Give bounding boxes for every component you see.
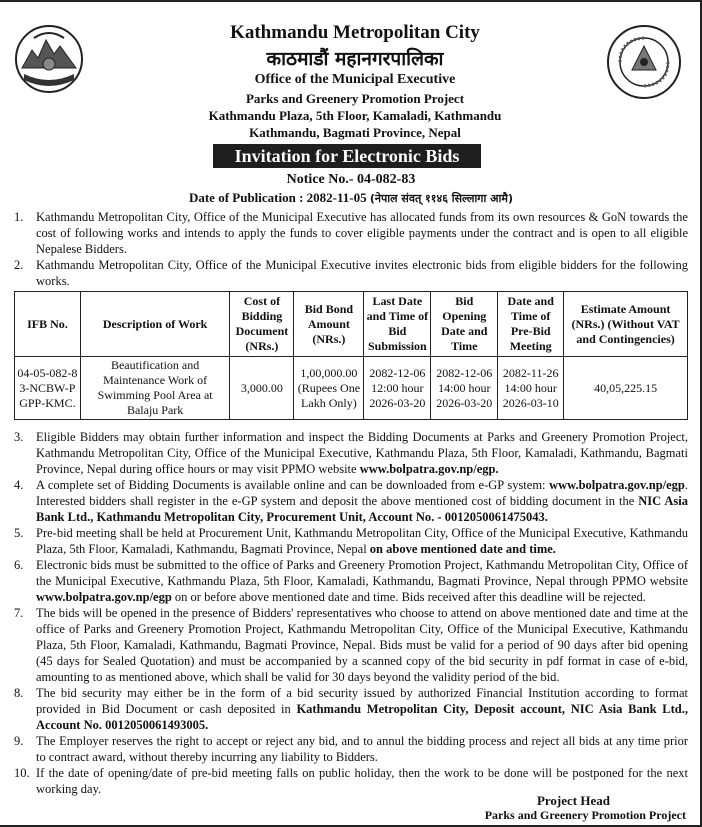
bids-table xyxy=(14,291,688,420)
col-header-description: Description of Work xyxy=(80,292,230,357)
paragraph-number: 1. xyxy=(14,210,24,224)
address-line-1: Kathmandu Plaza, 5th Floor, Kamaladi, Kathmandu xyxy=(208,108,502,123)
col-header-estimate: Estimate Amount (NRs.) (Without VAT and Contingencies) xyxy=(564,292,688,357)
open-date-bs: 2082-12-06 xyxy=(436,365,493,380)
paragraph-5 xyxy=(14,525,688,557)
paragraph-text: Kathmandu Metropolitan City, Office of the Municipal Executive has allocated funds from its own resources & GoN towards the cost of following works and intends to apply the funds to cover eligible payments under the contract and is open to all eligible Nepalese Bidders. xyxy=(36,210,688,256)
prebid-time: 14:00 hour xyxy=(504,380,557,395)
cell-bid-opening xyxy=(431,357,498,420)
open-date-ad: 2026-03-20 xyxy=(436,395,493,410)
last-date-ad: 2026-03-20 xyxy=(369,395,426,410)
paragraph-number: 6. xyxy=(14,558,24,572)
paragraph-text: Kathmandu Metropolitan City, Office of the Municipal Executive invites electronic bids from eligible bidders for the following works. xyxy=(36,258,688,288)
paragraph-text: If the date of opening/date of pre-bid meeting falls on public holiday, then the work to be done will be postponed for the next working day. xyxy=(36,766,688,796)
paragraph-4 xyxy=(14,477,688,525)
prebid-date-ad: 2026-03-10 xyxy=(502,395,559,410)
office-name: Office of the Municipal Executive xyxy=(254,72,456,87)
signature-title: Project Head xyxy=(536,793,610,808)
paragraph-3 xyxy=(14,429,688,477)
last-date-bs: 2082-12-06 xyxy=(369,365,426,380)
notice-number: Notice No.- 04-082-83 xyxy=(286,172,416,187)
paragraph-text: A complete set of Bidding Documents is available online and can be downloaded from e-GP system: xyxy=(36,478,546,492)
col-header-last-date: Last Date and Time of Bid Submission xyxy=(364,292,431,357)
paragraph-number: 7. xyxy=(14,606,24,620)
kmc-seal-icon xyxy=(606,24,682,100)
paragraph-text: Eligible Bidders may obtain further information and inspect the Bidding Documents at Parks and Greenery Promotion Project, Kathmandu Metropolitan City, Office of the Municipal Executive, Kathmandu Plaza, 5th Floor, Kamaladi, Kathmandu, Bagmati Province, Nepal during office hours or may visit PPMO website xyxy=(36,430,688,476)
col-header-bid-bond: Bid Bond Amount (NRs.) xyxy=(294,292,364,357)
prebid-emphasis: on above mentioned date and time. xyxy=(369,542,556,556)
paragraph-number: 4. xyxy=(14,478,24,492)
open-time: 14:00 hour xyxy=(438,380,491,395)
egp-link-2[interactable]: www.bolpatra.gov.np/egp xyxy=(36,590,172,604)
paragraph-1 xyxy=(14,209,688,257)
col-header-pre-bid: Date and Time of Pre-Bid Meeting xyxy=(498,292,564,357)
cell-bid-bond: 1,00,000.00 (Rupees One Lakh Only) xyxy=(294,357,364,420)
cell-ifb: 04-05-082-83-NCBW-PGPP-KMC. xyxy=(15,357,81,420)
paragraph-9 xyxy=(14,733,688,765)
paragraph-number: 9. xyxy=(14,734,24,748)
table-header-row xyxy=(15,292,688,357)
signature-project: Parks and Greenery Promotion Project xyxy=(484,808,686,822)
col-header-cost: Cost of Bidding Document (NRs.) xyxy=(230,292,294,357)
page-title: Invitation for Electronic Bids xyxy=(213,144,481,168)
address-line-2: Kathmandu, Bagmati Province, Nepal xyxy=(249,125,461,140)
cell-estimate: 40,05,225.15 xyxy=(564,357,688,420)
table-row xyxy=(15,357,688,420)
paragraph-number: 3. xyxy=(14,430,24,444)
egp-link[interactable]: www.bolpatra.gov.np/egp xyxy=(549,478,685,492)
paragraph-text: . Interested bidders shall register in the e-GP system and deposit the above mentioned cost of bidding document in the xyxy=(36,478,688,508)
paragraph-text: Electronic bids must be submitted to the office of Parks and Greenery Promotion Project, Kathmandu Metropolitan City, Office of the Municipal Executive, Kathmandu Plaza, 5th Floor, Kamaladi, Kathmandu, Bagmati Province, Nepal through PPMO website xyxy=(36,558,688,588)
paragraph-number: 8. xyxy=(14,686,24,700)
paragraph-text: The bids will be opened in the presence of Bidders' representatives who choose to attend on above mentioned date and time at the office of Parks and Greenery Promotion Project, Kathmandu Metropolitan City, Office of the Municipal Executive, Kathmandu Plaza, 5th Floor, Kamaladi, Kathmandu, Bagmati Province, Nepal. Bids must be valid for a period of 90 days after bid opening (45 days for Sealed Quotation) and must be accompanied by a scanned copy of the bid security in pdf format in case of e-bid, amounting to as mentioned above, which shall be valid for 30 days beyond the validity period of the bid. xyxy=(36,606,688,684)
cell-pre-bid xyxy=(498,357,564,420)
publication-date-label: Date of Publication : 2082-11-05 xyxy=(188,190,367,205)
prebid-date-bs: 2082-11-26 xyxy=(502,365,559,380)
paragraph-text: Pre-bid meeting shall be held at Procurement Unit, Kathmandu Metropolitan City, Office of the Municipal Executive, Kathmandu Plaza, 5th Floor, Kamaladi, Kathmandu, Bagmati Province, Nepal xyxy=(36,526,688,556)
org-name: Kathmandu Metropolitan City xyxy=(230,22,480,43)
account-info: NIC Asia Bank Ltd., Kathmandu Metropolitan City, Procurement Unit, Account No. - 0012050061475043. xyxy=(36,494,689,524)
publication-date-nepali: (नेपाल संवत् ११४६ सिल्लागा आमै) xyxy=(369,192,514,205)
col-header-ifb: IFB No. xyxy=(15,292,81,357)
org-name-nepali: काठमाडौं महानगरपालिका xyxy=(266,48,444,70)
paragraph-8 xyxy=(14,685,688,733)
project-name: Parks and Greenery Promotion Project xyxy=(245,91,465,106)
paragraph-text: The Employer reserves the right to accept or reject any bid, and to annul the bidding process and reject all bids at any time prior to contract award, without thereby incurring any liability to Bidders. xyxy=(36,734,688,764)
cell-cost: 3,000.00 xyxy=(230,357,294,420)
paragraph-number: 2. xyxy=(14,258,24,272)
paragraph-number: 5. xyxy=(14,526,24,540)
paragraph-2 xyxy=(14,257,688,289)
publication-date xyxy=(0,190,702,206)
nepal-emblem-icon xyxy=(14,24,84,94)
cell-description: Beautification and Maintenance Work of Swimming Pool Area at Balaju Park xyxy=(80,357,230,420)
paragraph-number: 10. xyxy=(14,766,30,780)
deposit-account-info: Kathmandu Metropolitan City, Deposit account, NIC Asia Bank Ltd., Account No. 0012050061493005. xyxy=(36,702,688,732)
paragraph-text: on or before above mentioned date and time. Bids received after this deadline will be rejected. xyxy=(174,590,646,604)
ppmo-link[interactable]: www.bolpatra.gov.np/egp. xyxy=(359,462,499,476)
paragraph-text: The bid security may either be in the form of a bid security issued by authorized Financial Institution according to format provided in Bid Document or cash deposited in xyxy=(36,686,688,716)
cell-last-date xyxy=(364,357,431,420)
paragraph-7 xyxy=(14,605,688,685)
paragraph-6 xyxy=(14,557,688,605)
last-time: 12:00 hour xyxy=(371,380,424,395)
col-header-bid-opening: Bid Opening Date and Time xyxy=(431,292,498,357)
